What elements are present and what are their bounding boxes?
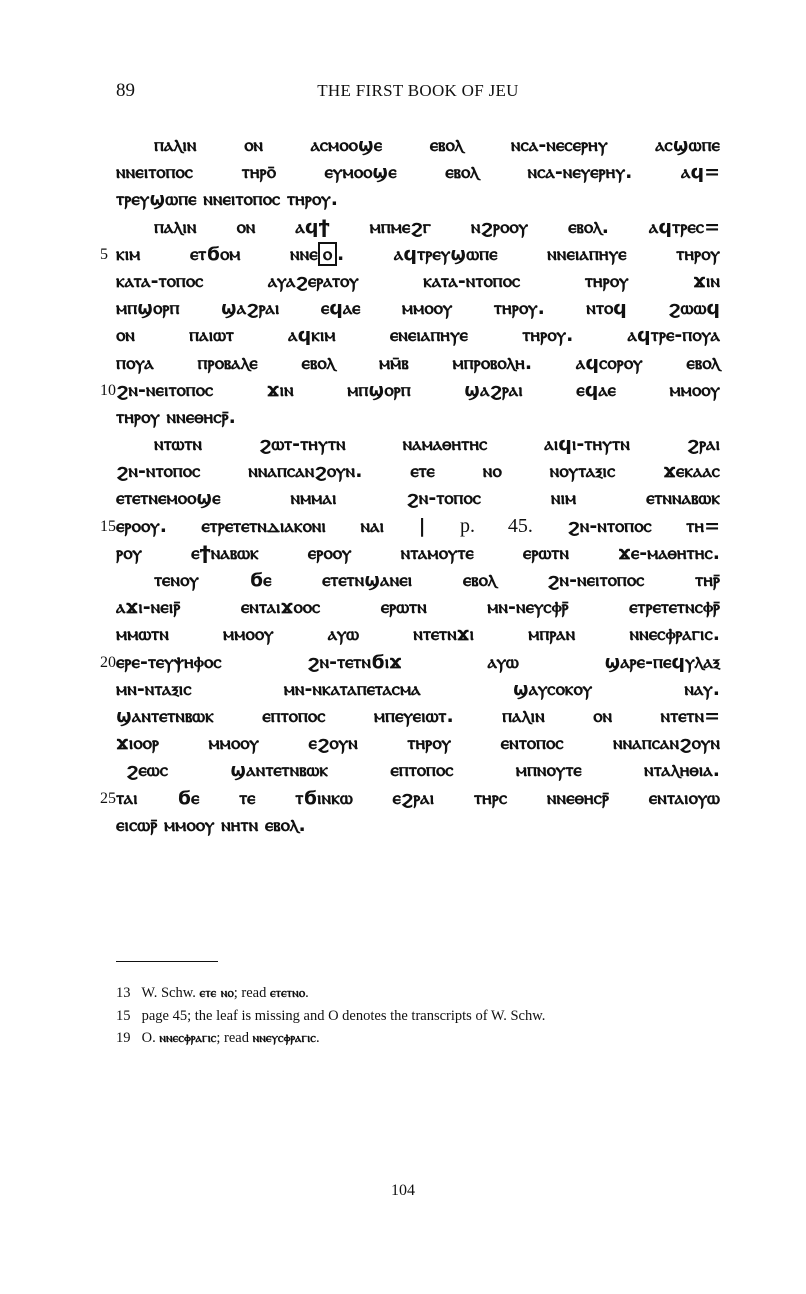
text-line-7 [116,295,720,322]
line-number: 10 [100,381,116,399]
line-text: ⲉⲣⲟⲟⲩ. ⲉⲧⲣⲉⲧⲉⲧⲛⲇⲓⲁⲕⲟⲛⲓ ⲛⲁⲓ | [116,514,426,537]
line-text: ϣⲁⲛⲧⲉⲧⲛⲃⲱⲕ ⲉⲡⲧⲟⲡⲟⲥ ⲙⲡⲉⲩⲉⲓⲱⲧ. ⲡⲁⲗⲓⲛ ⲟⲛ ⲛⲧⲉⲧⲛ= [116,704,720,727]
coptic-text-block [100,132,720,839]
text-line-22 [116,703,720,730]
line-text: ⲧⲣⲉⲩϣⲱⲡⲉ ⲛⲛⲉⲓⲧⲟⲡⲟⲥ ⲧⲏⲣⲟⲩ. [116,188,338,211]
line-text: ⲙⲛ-ⲛⲧⲁⲝⲓⲥ ⲙⲛ-ⲛⲕⲁⲧⲁⲡⲉⲧⲁⲥⲙⲁ ϣⲁⲩⲥⲟⲕⲟⲩ ⲛⲁⲩ. [116,677,720,700]
line-number: 25 [100,789,116,807]
line-text: ⲡⲟⲩⲁ ⲡⲣⲟⲃⲁⲗⲉ ⲉⲃⲟⲗ ⲙⲙ̄ⲃ ⲙⲡⲣⲟⲃⲟⲗⲏ. ⲁϥⲥⲟⲣⲟⲩ ⲉⲃⲟⲗ [116,351,720,374]
footnotes [116,982,720,1050]
text-line-10 [100,377,720,404]
text-line-15 [100,513,720,540]
line-text: . ⲁϥⲧⲣⲉⲩϣⲱⲡⲉ ⲛⲛⲉⲓⲁⲡⲏⲩⲉ ⲧⲏⲣⲟⲩ [337,242,720,265]
line-text: ⲉⲓⲥⲱⲣ̄ ⲙⲙⲟⲟⲩ ⲛⲏⲧⲛ ⲉⲃⲟⲗ. [116,813,306,836]
line-text: ⲧⲏⲣⲟⲩ ⲛⲛⲉⲑⲏⲥⲣ̄. [116,405,236,428]
footnote-number: 13 [116,985,131,1001]
footnote-coptic: ⲛⲛⲉⲩⲥⲫⲣⲁⲅⲓⲥ [252,1031,316,1046]
text-line-3 [116,186,720,213]
footnote-number: 19 [116,1030,131,1046]
line-text: ⲛⲧⲱⲧⲛ ϩⲱⲧ-ⲧⲏⲩⲧⲛ ⲛⲁⲙⲁⲑⲏⲧⲏⲥ ⲁⲓϥⲓ-ⲧⲏⲩⲧⲛ ϩⲣⲁⲓ [154,433,720,456]
footnote-coptic: ⲛⲛⲉⲥⲫⲣⲁⲅⲓⲥ [159,1031,217,1046]
line-text: ϩⲉⲱⲥ ϣⲁⲛⲧⲉⲧⲛⲃⲱⲕ ⲉⲡⲧⲟⲡⲟⲥ ⲙⲡⲛⲟⲩⲧⲉ ⲛⲧⲁⲗⲏⲑⲓⲁ. [126,759,720,782]
line-number: 20 [100,653,116,671]
line-text: ⲕⲓⲙ ⲉⲧϭⲟⲙ ⲛⲛⲉ [116,242,318,265]
text-line-8 [116,322,720,349]
line-text: ϩⲛ-ⲛⲧⲟⲡⲟⲥ ⲧⲏ= [567,514,720,537]
text-line-4 [116,214,720,241]
manuscript-page-reference: p. 45. [460,514,533,537]
text-line-11 [116,404,720,431]
line-text: ⲡⲁⲗⲓⲛ ⲟⲛ ⲁϥϯ ⲙⲡⲙⲉϩⲅ ⲛϩⲣⲟⲟⲩ ⲉⲃⲟⲗ. ⲁϥⲧⲣⲉⲥ= [154,215,720,238]
line-text: ⲡⲁⲗⲓⲛ ⲟⲛ ⲁⲥⲙⲟⲟϣⲉ ⲉⲃⲟⲗ ⲛⲥⲁ-ⲛⲉⲥⲉⲣⲏⲩ ⲁⲥϣⲱⲡⲉ [154,134,720,156]
text-line-12 [116,431,720,458]
footnote-15 [116,1005,720,1027]
text-line-18 [116,594,720,621]
text-line-23 [116,730,720,757]
footnote-text: . [305,985,309,1001]
text-line-20 [100,649,720,676]
text-line-2 [116,159,720,186]
line-text: ⲧⲁⲓ ϭⲉ ⲧⲉ ⲧϭⲓⲛⲕⲱ ⲉϩⲣⲁⲓ ⲧⲏⲣⲥ ⲛⲛⲉⲑⲏⲥⲣ̄ ⲉⲛⲧⲁⲓⲟⲩⲱ [116,786,720,809]
line-text: ϩⲛ-ⲛⲧⲟⲡⲟⲥ ⲛⲛⲁⲡⲥⲁⲛϩⲟⲩⲛ. ⲉⲧⲉ ⲛⲟ ⲛⲟⲩⲧⲁⲝⲓⲥ ϫⲉⲕⲁⲁⲥ [116,460,720,483]
line-text: ϩⲛ-ⲛⲉⲓⲧⲟⲡⲟⲥ ϫⲓⲛ ⲙⲡϣⲟⲣⲡ ϣⲁϩⲣⲁⲓ ⲉϥⲁⲉ ⲙⲙⲟⲟⲩ [116,378,720,401]
book-title: THE FIRST BOOK OF JEU [317,81,519,100]
footnote-text: W. Schw. [141,985,196,1001]
text-line-9 [116,350,720,377]
text-line-25 [100,785,720,812]
footnote-text: ; read [216,1030,249,1046]
footnote-text: . [315,1030,320,1046]
line-text: ⲁϫⲓ-ⲛⲉⲓⲣ̄ ⲉⲛⲧⲁⲓϫⲟⲟⲥ ⲉⲣⲱⲧⲛ ⲙⲛ-ⲛⲉⲩⲥⲫⲣ̄ ⲉⲧⲣⲉⲧⲉⲧⲛⲥⲫⲣ̄ [116,596,720,619]
line-number: 15 [100,517,116,535]
line-number: 5 [100,245,108,263]
text-line-1 [116,132,720,159]
footnote-13 [116,982,720,1005]
footnote-text: page 45; the leaf is missing and O denotes the transcripts of W. Schw. [141,1008,546,1024]
text-line-17 [116,567,720,594]
line-text: ⲛⲛⲉⲓⲧⲟⲡⲟⲥ ⲧⲏⲣⲟ̄ ⲉⲩⲙⲟⲟϣⲉ ⲉⲃⲟⲗ ⲛⲥⲁ-ⲛⲉⲩⲉⲣⲏⲩ. ⲁϥ= [116,161,720,184]
text-line-5 [100,241,720,268]
folio-number-top: 89 [116,80,135,101]
line-text: ⲟⲛ ⲡⲁⲓⲱⲧ ⲁϥⲕⲓⲙ ⲉⲛⲉⲓⲁⲡⲏⲩⲉ ⲧⲏⲣⲟⲩ. ⲁϥⲧⲣⲉ-ⲡⲟⲩⲁ [116,324,720,347]
footnote-number: 15 [116,1008,131,1024]
text-line-6 [116,268,720,295]
line-text: ⲙⲡϣⲟⲣⲡ ϣⲁϩⲣⲁⲓ ⲉϥⲁⲉ ⲙⲙⲟⲟⲩ ⲧⲏⲣⲟⲩ. ⲛⲧⲟϥ ϩⲱⲱϥ [116,297,720,320]
footnote-text: ; read [233,985,267,1001]
text-line-16 [116,540,720,567]
line-text: ⲣⲟⲩ ⲉϯⲛⲁⲃⲱⲕ ⲉⲣⲟⲟⲩ ⲛⲧⲁⲙⲟⲩⲧⲉ ⲉⲣⲱⲧⲛ ϫⲉ-ⲙⲁⲑⲏⲧⲏⲥ. [116,541,720,564]
footnote-19 [116,1027,720,1050]
lacuna-box: ⲟ [318,242,337,266]
text-line-21 [116,676,720,703]
text-line-24 [116,757,720,784]
text-line-14 [116,485,720,512]
running-head [116,80,720,104]
line-text: ⲉⲧⲉⲧⲛⲉⲙⲟⲟϣⲉ ⲛⲙⲙⲁⲓ ϩⲛ-ⲧⲟⲡⲟⲥ ⲛⲓⲙ ⲉⲧⲛⲛⲁⲃⲱⲕ [116,487,720,510]
footnote-separator [116,961,218,962]
line-text: ϫⲓⲟⲟⲣ ⲙⲙⲟⲟⲩ ⲉϩⲟⲩⲛ ⲧⲏⲣⲟⲩ ⲉⲛⲧⲟⲡⲟⲥ ⲛⲛⲁⲡⲥⲁⲛϩⲟⲩⲛ [116,732,720,755]
footnote-coptic: ⲉⲧⲉ ⲛⲟ [199,986,234,1001]
text-line-26 [116,812,720,839]
line-text: ⲧⲉⲛⲟⲩ ϭⲉ ⲉⲧⲉⲧⲛϣⲁⲛⲉⲓ ⲉⲃⲟⲗ ϩⲛ-ⲛⲉⲓⲧⲟⲡⲟⲥ ⲧⲏⲣ̄ [154,569,720,591]
line-text: ⲉⲣⲉ-ⲧⲉⲩⲯⲏⲫⲟⲥ ϩⲛ-ⲧⲉⲧⲛϭⲓϫ ⲁⲩⲱ ϣⲁⲣⲉ-ⲡⲉϥⲩⲗⲁⲝ [116,650,720,673]
footnote-coptic: ⲉⲧⲉⲧⲛⲟ [269,986,306,1001]
footnote-text: O. [141,1030,156,1046]
page-number-bottom: 104 [391,1182,415,1199]
line-text: ⲕⲁⲧⲁ-ⲧⲟⲡⲟⲥ ⲁⲩⲁϩⲉⲣⲁⲧⲟⲩ ⲕⲁⲧⲁ-ⲛⲧⲟⲡⲟⲥ ⲧⲏⲣⲟⲩ ϫⲓⲛ [116,269,720,292]
text-line-19 [116,621,720,648]
line-text: ⲙⲙⲱⲧⲛ ⲙⲙⲟⲟⲩ ⲁⲩⲱ ⲛⲧⲉⲧⲛϫⲓ ⲙⲡⲣⲁⲛ ⲛⲛⲉⲥⲫⲣⲁⲅⲓⲥ. [116,623,720,646]
text-line-13 [116,458,720,485]
